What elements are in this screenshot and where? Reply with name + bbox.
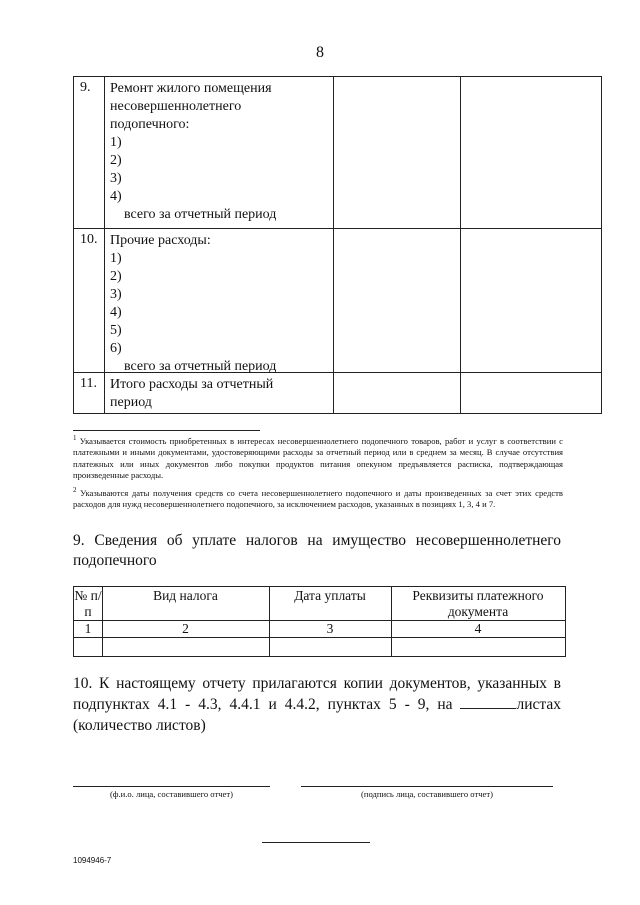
row-line: Ремонт жилого помещения (110, 81, 272, 96)
table-cell: 4 (474, 621, 482, 636)
row-line: 3) (110, 287, 122, 302)
signature-caption: (подпись лица, составившего отчет) (361, 789, 493, 799)
row-line: Прочие расходы: (110, 233, 211, 248)
row-line: период (110, 395, 152, 410)
footnote-separator (73, 430, 260, 431)
row-line: 1) (110, 135, 122, 150)
row-total-label: всего за отчетный период (124, 207, 277, 222)
section-9-title: 9. Сведения об уплате налогов на имущество несовершеннолетнего подопечного (73, 532, 561, 569)
tax-table (73, 586, 566, 657)
row-number: 11. (80, 376, 97, 391)
table-cell: 1 (84, 621, 92, 636)
full-name-caption: (ф.и.о. лица, составившего отчет) (110, 789, 233, 799)
row-line: подопечного: (110, 117, 190, 132)
footnote-text: Указывается стоимость приобретенных в интересах несовершеннолетнего подопечного товаров, работ и услуг в соответствии с платежными и иными документами, удостоверяющими расходы за отчетный период или в среднем за месяц. В случае отсутствия платежных или иных документов либо покупки продуктов питания опекуном предъявляется расписка, подтверждающая произведенные расходы. (73, 435, 563, 481)
row-line: несовершеннолетнего (110, 99, 242, 114)
full-name-line[interactable] (73, 786, 270, 787)
row-total-label: всего за отчетный период (124, 359, 277, 374)
row-line: 4) (110, 305, 122, 320)
row-line: 3) (110, 171, 122, 186)
row-description (110, 80, 276, 224)
column-header-tax-type: Вид налога (153, 588, 218, 603)
table-cell: 3 (326, 621, 334, 636)
footnote-mark: 1 (73, 434, 77, 442)
row-number: 10. (80, 232, 98, 247)
expense-table (73, 76, 602, 414)
section-10-text-after: листах (количество листов) (73, 696, 561, 734)
row-description (110, 232, 276, 376)
footnote-2 (73, 485, 563, 511)
row-line: 1) (110, 251, 122, 266)
row-description (110, 376, 273, 412)
row-divider (74, 637, 565, 638)
footnote-1 (73, 433, 563, 481)
table-cell: 2 (182, 621, 189, 636)
sheet-count-blank[interactable] (460, 694, 516, 709)
table-row (74, 77, 601, 228)
row-line: 2) (110, 269, 122, 284)
row-line: 2) (110, 153, 122, 168)
row-line: 5) (110, 323, 122, 338)
section-10-text-before: 10. К настоящему отчету прилагаются копии документов, указанных в подпунктах 4.1 - 4.3, 4.4.1 и 4.4.2, пунктах 5 - 9, на (73, 675, 561, 713)
row-line: 4) (110, 189, 122, 204)
column-header-payment-date: Дата уплаты (294, 588, 366, 603)
signature-line[interactable] (301, 786, 553, 787)
document-code: 1094946-7 (73, 856, 112, 865)
footnote-text: Указываются даты получения средств со счета несовершеннолетнего подопечного и даты произведенных за счет этих средств расходов для нужд несовершеннолетнего подопечного, за исключением расходов, указанных в позициях 1, 3, 4 и 7. (73, 487, 563, 510)
page-number: 8 (316, 44, 324, 61)
row-number: 9. (80, 80, 91, 95)
column-header-payment-document: Реквизиты платежного документа (412, 588, 544, 619)
bottom-line (262, 842, 370, 843)
row-line: Итого расходы за отчетный (110, 377, 274, 392)
footnote-mark: 2 (73, 486, 77, 494)
row-line: 6) (110, 341, 122, 356)
column-header-number: № п/п (74, 588, 102, 619)
table-row (74, 229, 601, 372)
table-row (74, 373, 601, 413)
section-10-text (73, 673, 561, 736)
